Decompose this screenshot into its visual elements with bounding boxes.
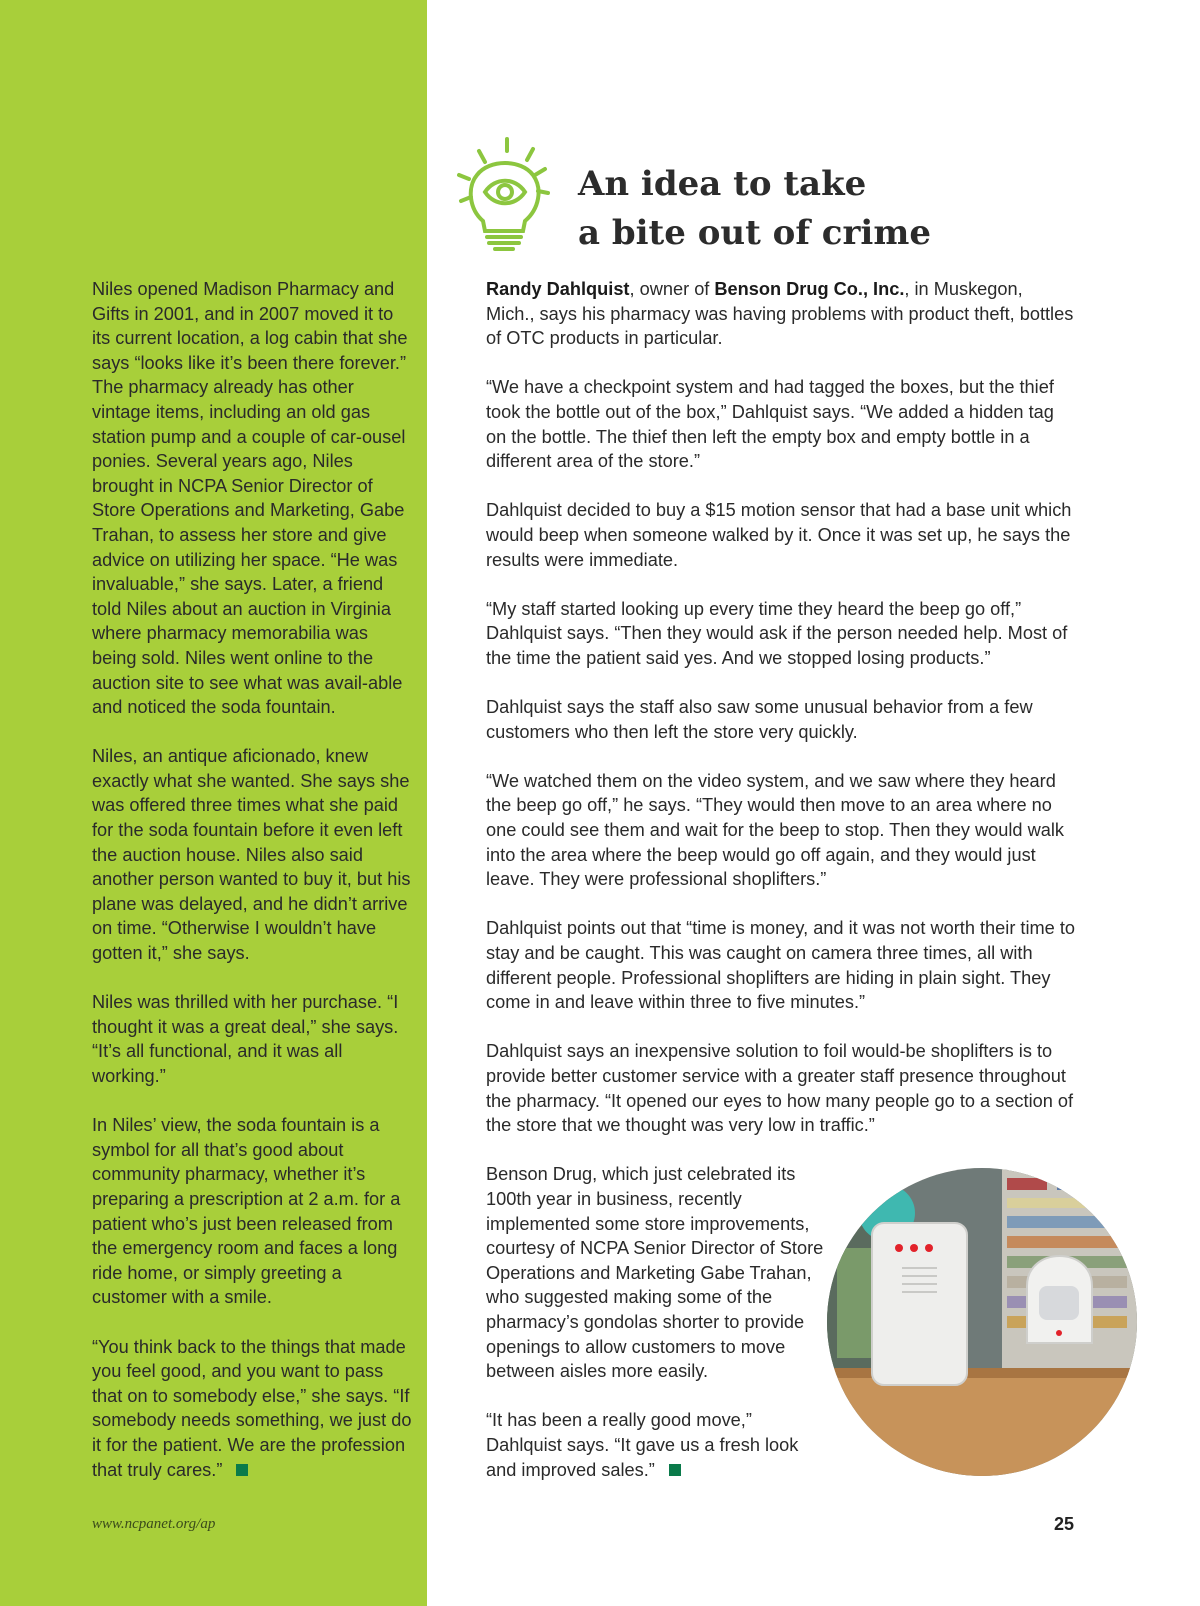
footer-url: www.ncpanet.org/ap — [92, 1516, 216, 1532]
page-number: 25 — [1054, 1514, 1075, 1534]
left-column-article — [92, 277, 412, 1507]
headline-line-1: An idea to take — [578, 164, 867, 204]
left-paragraph-2: Niles, an antique aficionado, knew exactly what she wanted. She says she was offered three times what she paid for the soda fountain before it even left the auction house. Niles also said another person wanted to buy it, but his plane was delayed, and he didn’t arrive on time. “Otherwise I wouldn’t have gotten it,” she says. — [92, 746, 411, 964]
right-paragraph-4: Dahlquist says the staff also saw some unusual behavior from a few customers who then left the store very quickly. — [486, 697, 1033, 742]
intro-mid-text: , owner of — [629, 279, 715, 299]
article-headline — [578, 160, 931, 258]
left-paragraph-4: In Niles’ view, the soda fountain is a symbol for all that’s good about community pharmacy, whether it’s preparing a prescription at 2 a.m. for a patient who’s just been released from the emergency room and faces a long ride home, or simply greeting a customer with a smile. — [92, 1115, 401, 1308]
motion-sensor-photo — [827, 1168, 1137, 1476]
right-paragraph-3: “My staff started looking up every time they heard the beep go off,” Dahlquist says. “Then they would ask if the person needed help. Most of the time the patient said yes. And we stopped losing products.” — [486, 598, 1068, 668]
right-paragraph-9-text: “It has been a really good move,” Dahlquist says. “It gave us a fresh look and improved sales.” — [486, 1410, 799, 1480]
right-paragraph-5: “We watched them on the video system, and we saw where they heard the beep go off,” he says. “They would then move to an area where no one could see them and wait for the beep to stop. Then they would walk into the area where the beep would go off again, and they would just leave. They were professional shoplifters.” — [486, 770, 1064, 890]
left-paragraph-5-text: “You think back to the things that made you feel good, and you want to pass that on to somebody else,” she says. “If somebody needs something, we just do it for the patient. We are the profession that truly cares.” — [92, 1336, 412, 1480]
lightbulb-eye-icon — [455, 135, 555, 255]
intro-person-name: Randy Dahlquist — [486, 279, 630, 299]
right-paragraph-8: Benson Drug, which just celebrated its 100th year in business, recently implemented some store improvements, courtesy of NCPA Senior Director of Store Operations and Marketing Gabe Trahan, who suggested making some of the pharmacy’s gondolas shorter to provide openings to allow customers to move between aisles more easily. — [486, 1164, 824, 1382]
end-of-article-mark-icon — [669, 1464, 681, 1476]
motion-sensor-illustration — [827, 1168, 1137, 1476]
right-paragraph-6: Dahlquist points out that “time is money, and it was not worth their time to stay and be caught. This was caught on camera three times, all with different people. Professional shoplifters are hiding in plain sight. They come in and leave within three to five minutes.” — [486, 918, 1076, 1013]
right-paragraph-7: Dahlquist says an inexpensive solution to foil would-be shoplifters is to provide better customer service with a greater staff presence throughout the pharmacy. “It opened our eyes to how many people go to a section of the store that we thought was very low in traffic.” — [486, 1041, 1074, 1136]
left-paragraph-1: Niles opened Madison Pharmacy and Gifts in 2001, and in 2007 moved it to its current location, a log cabin that she says “looks like it’s been there forever.” The pharmacy already has other vintage items, including an old gas station pump and a couple of car-ousel ponies. Several years ago, Niles brought in NCPA Senior Director of Store Operations and Marketing, Gabe Trahan, to assess her store and give advice on utilizing her space. “He was invaluable,” she says. Later, a friend told Niles about an auction in Virginia where pharmacy memorabilia was being sold. Niles went online to the auction site to see what was avail-able and noticed the soda fountain. — [92, 279, 408, 718]
intro-company-name: Benson Drug Co., Inc. — [714, 279, 905, 299]
right-paragraph-2: Dahlquist decided to buy a $15 motion sensor that had a base unit which would beep when someone walked by it. Once it was set up, he says the results were immediate. — [486, 500, 1072, 570]
headline-line-2: a bite out of crime — [578, 213, 931, 253]
end-of-article-mark-icon — [236, 1464, 248, 1476]
left-paragraph-3: Niles was thrilled with her purchase. “I thought it was a great deal,” she says. “It’s all functional, and it was all working.” — [92, 992, 399, 1086]
intro-paragraph — [486, 277, 1076, 351]
right-paragraph-9 — [486, 1408, 826, 1482]
right-paragraph-1: “We have a checkpoint system and had tagged the boxes, but the thief took the bottle out of the box,” Dahlquist says. “We added a hidden tag on the bottle. The thief then left the empty box and empty bottle in a different area of the store.” — [486, 377, 1054, 472]
left-paragraph-5 — [92, 1335, 412, 1483]
intro-rest-text: , in Muskegon, Mich., says his pharmacy was having problems with product theft, bottles of OTC products in particular. — [486, 279, 1074, 349]
